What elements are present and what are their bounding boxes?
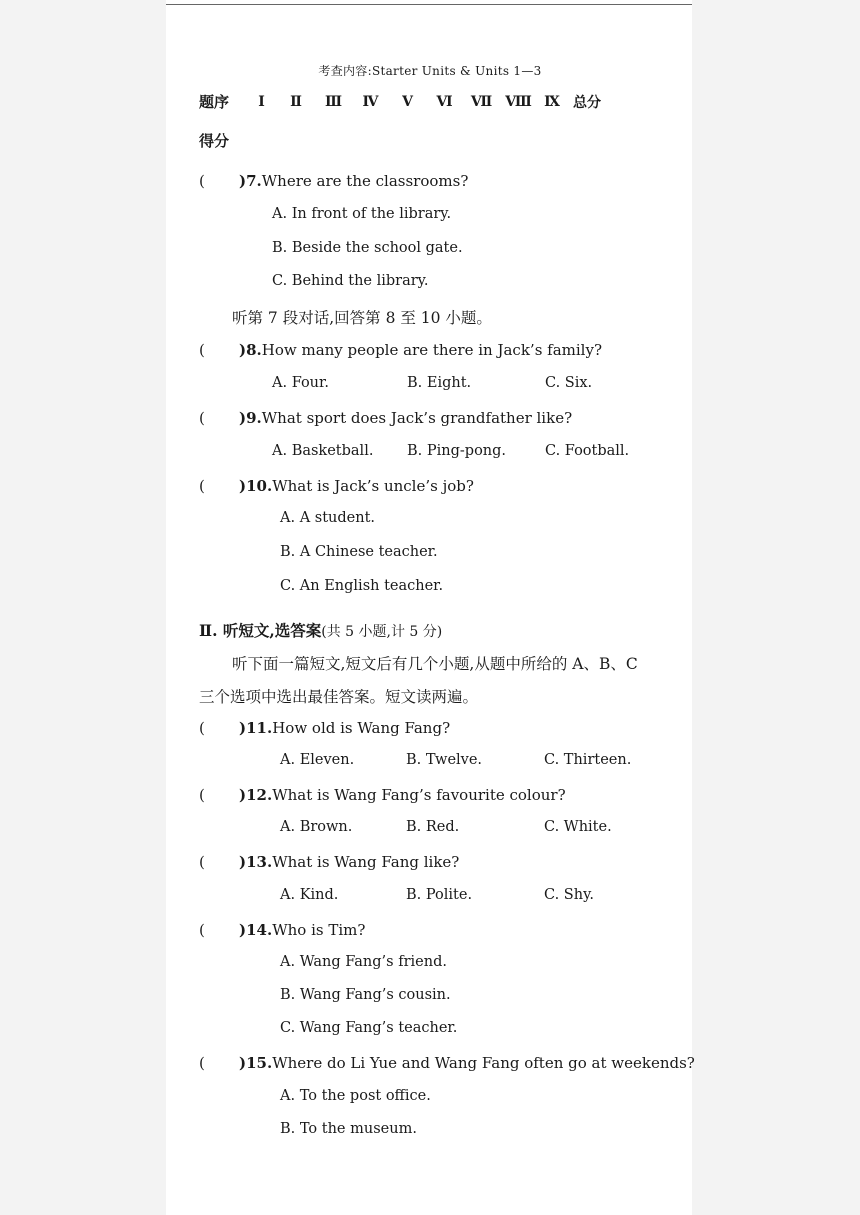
question-number: )11. (239, 719, 273, 737)
question-12 (199, 786, 566, 804)
option-b: B. Polite. (406, 887, 473, 903)
question-8 (199, 341, 602, 359)
question-number: )9. (239, 409, 262, 427)
total-label: 总分 (573, 94, 601, 111)
answer-blank[interactable]: ( (199, 786, 205, 804)
question-number: )12. (239, 786, 273, 804)
top-divider (166, 4, 692, 5)
option-b: B. Wang Fang’s cousin. (280, 987, 451, 1003)
question-text: Where are the classrooms? (261, 172, 469, 190)
question-text: Where do Li Yue and Wang Fang often go at weekends? (272, 1054, 695, 1072)
question-9 (199, 409, 572, 427)
section-2-instruction-1: 听下面一篇短文,短文后有几个小题,从题中所给的 A、B、C (232, 655, 638, 673)
option-b: B. Beside the school gate. (272, 240, 463, 256)
question-text: How many people are there in Jack’s family? (261, 341, 602, 359)
col-2: Ⅱ (290, 93, 302, 110)
option-b: B. Ping-pong. (407, 443, 507, 459)
col-9: Ⅸ (544, 93, 560, 110)
option-c: C. White. (544, 819, 612, 835)
option-a: A. To the post office. (280, 1088, 431, 1104)
section-note: (共 5 小题,计 5 分) (321, 624, 443, 640)
option-a: A. Brown. (280, 819, 353, 835)
question-14 (199, 921, 365, 939)
option-b: B. A Chinese teacher. (280, 544, 438, 560)
option-b: B. Eight. (407, 375, 472, 391)
col-1: Ⅰ (258, 93, 265, 110)
question-number: )7. (239, 172, 262, 190)
option-c: C. Thirteen. (544, 752, 632, 768)
col-4: Ⅳ (362, 93, 379, 110)
instruction-dialogue-7: 听第 7 段对话,回答第 8 至 10 小题。 (232, 309, 492, 327)
answer-blank[interactable]: ( (199, 477, 205, 495)
question-text: What sport does Jack’s grandfather like? (261, 409, 573, 427)
score-table-row-order (199, 91, 607, 112)
option-c: C. Wang Fang’s teacher. (280, 1020, 458, 1036)
option-a: A. Eleven. (280, 752, 355, 768)
option-a: A. Wang Fang’s friend. (280, 954, 447, 970)
section-title: Ⅱ. 听短文,选答案 (199, 621, 322, 640)
answer-blank[interactable]: ( (199, 853, 205, 871)
question-7 (199, 172, 468, 190)
question-10 (199, 477, 474, 495)
option-a: A. Kind. (280, 887, 339, 903)
option-b: B. To the museum. (280, 1121, 417, 1137)
option-a: A. A student. (280, 510, 376, 526)
answer-blank[interactable]: ( (199, 921, 205, 939)
section-2-instruction-2: 三个选项中选出最佳答案。短文读两遍。 (199, 688, 479, 706)
row-label-score: 得分 (199, 132, 230, 150)
question-number: )8. (239, 341, 262, 359)
col-8: Ⅷ (505, 93, 532, 110)
question-text: What is Jack’s uncle’s job? (272, 477, 474, 495)
question-number: )15. (239, 1054, 273, 1072)
option-b: B. Twelve. (406, 752, 483, 768)
option-c: C. Football. (545, 443, 630, 459)
question-number: )10. (239, 477, 273, 495)
answer-blank[interactable]: ( (199, 172, 205, 190)
question-11 (199, 719, 450, 737)
question-13 (199, 853, 459, 871)
question-text: How old is Wang Fang? (272, 719, 451, 737)
question-15 (199, 1054, 695, 1072)
col-6: Ⅵ (436, 93, 453, 110)
question-text: Who is Tim? (272, 921, 366, 939)
option-a: A. In front of the library. (272, 206, 452, 222)
question-number: )14. (239, 921, 273, 939)
col-5: Ⅴ (402, 93, 413, 110)
col-3: Ⅲ (324, 93, 343, 110)
option-b: B. Red. (406, 819, 460, 835)
answer-blank[interactable]: ( (199, 719, 205, 737)
col-7: Ⅶ (470, 93, 493, 110)
option-c: C. Behind the library. (272, 273, 429, 289)
option-c: C. Shy. (544, 887, 594, 903)
exam-header: 考查内容:Starter Units & Units 1—3 (318, 64, 542, 78)
answer-blank[interactable]: ( (199, 341, 205, 359)
question-text: What is Wang Fang like? (272, 853, 460, 871)
option-a: A. Basketball. (272, 443, 374, 459)
answer-blank[interactable]: ( (199, 409, 205, 427)
question-text: What is Wang Fang’s favourite colour? (272, 786, 566, 804)
answer-blank[interactable]: ( (199, 1054, 205, 1072)
row-label-order: 题序 (199, 93, 230, 111)
option-a: A. Four. (272, 375, 329, 391)
option-c: C. An English teacher. (280, 578, 444, 594)
question-number: )13. (239, 853, 273, 871)
option-c: C. Six. (545, 375, 593, 391)
section-2-heading (199, 619, 442, 641)
